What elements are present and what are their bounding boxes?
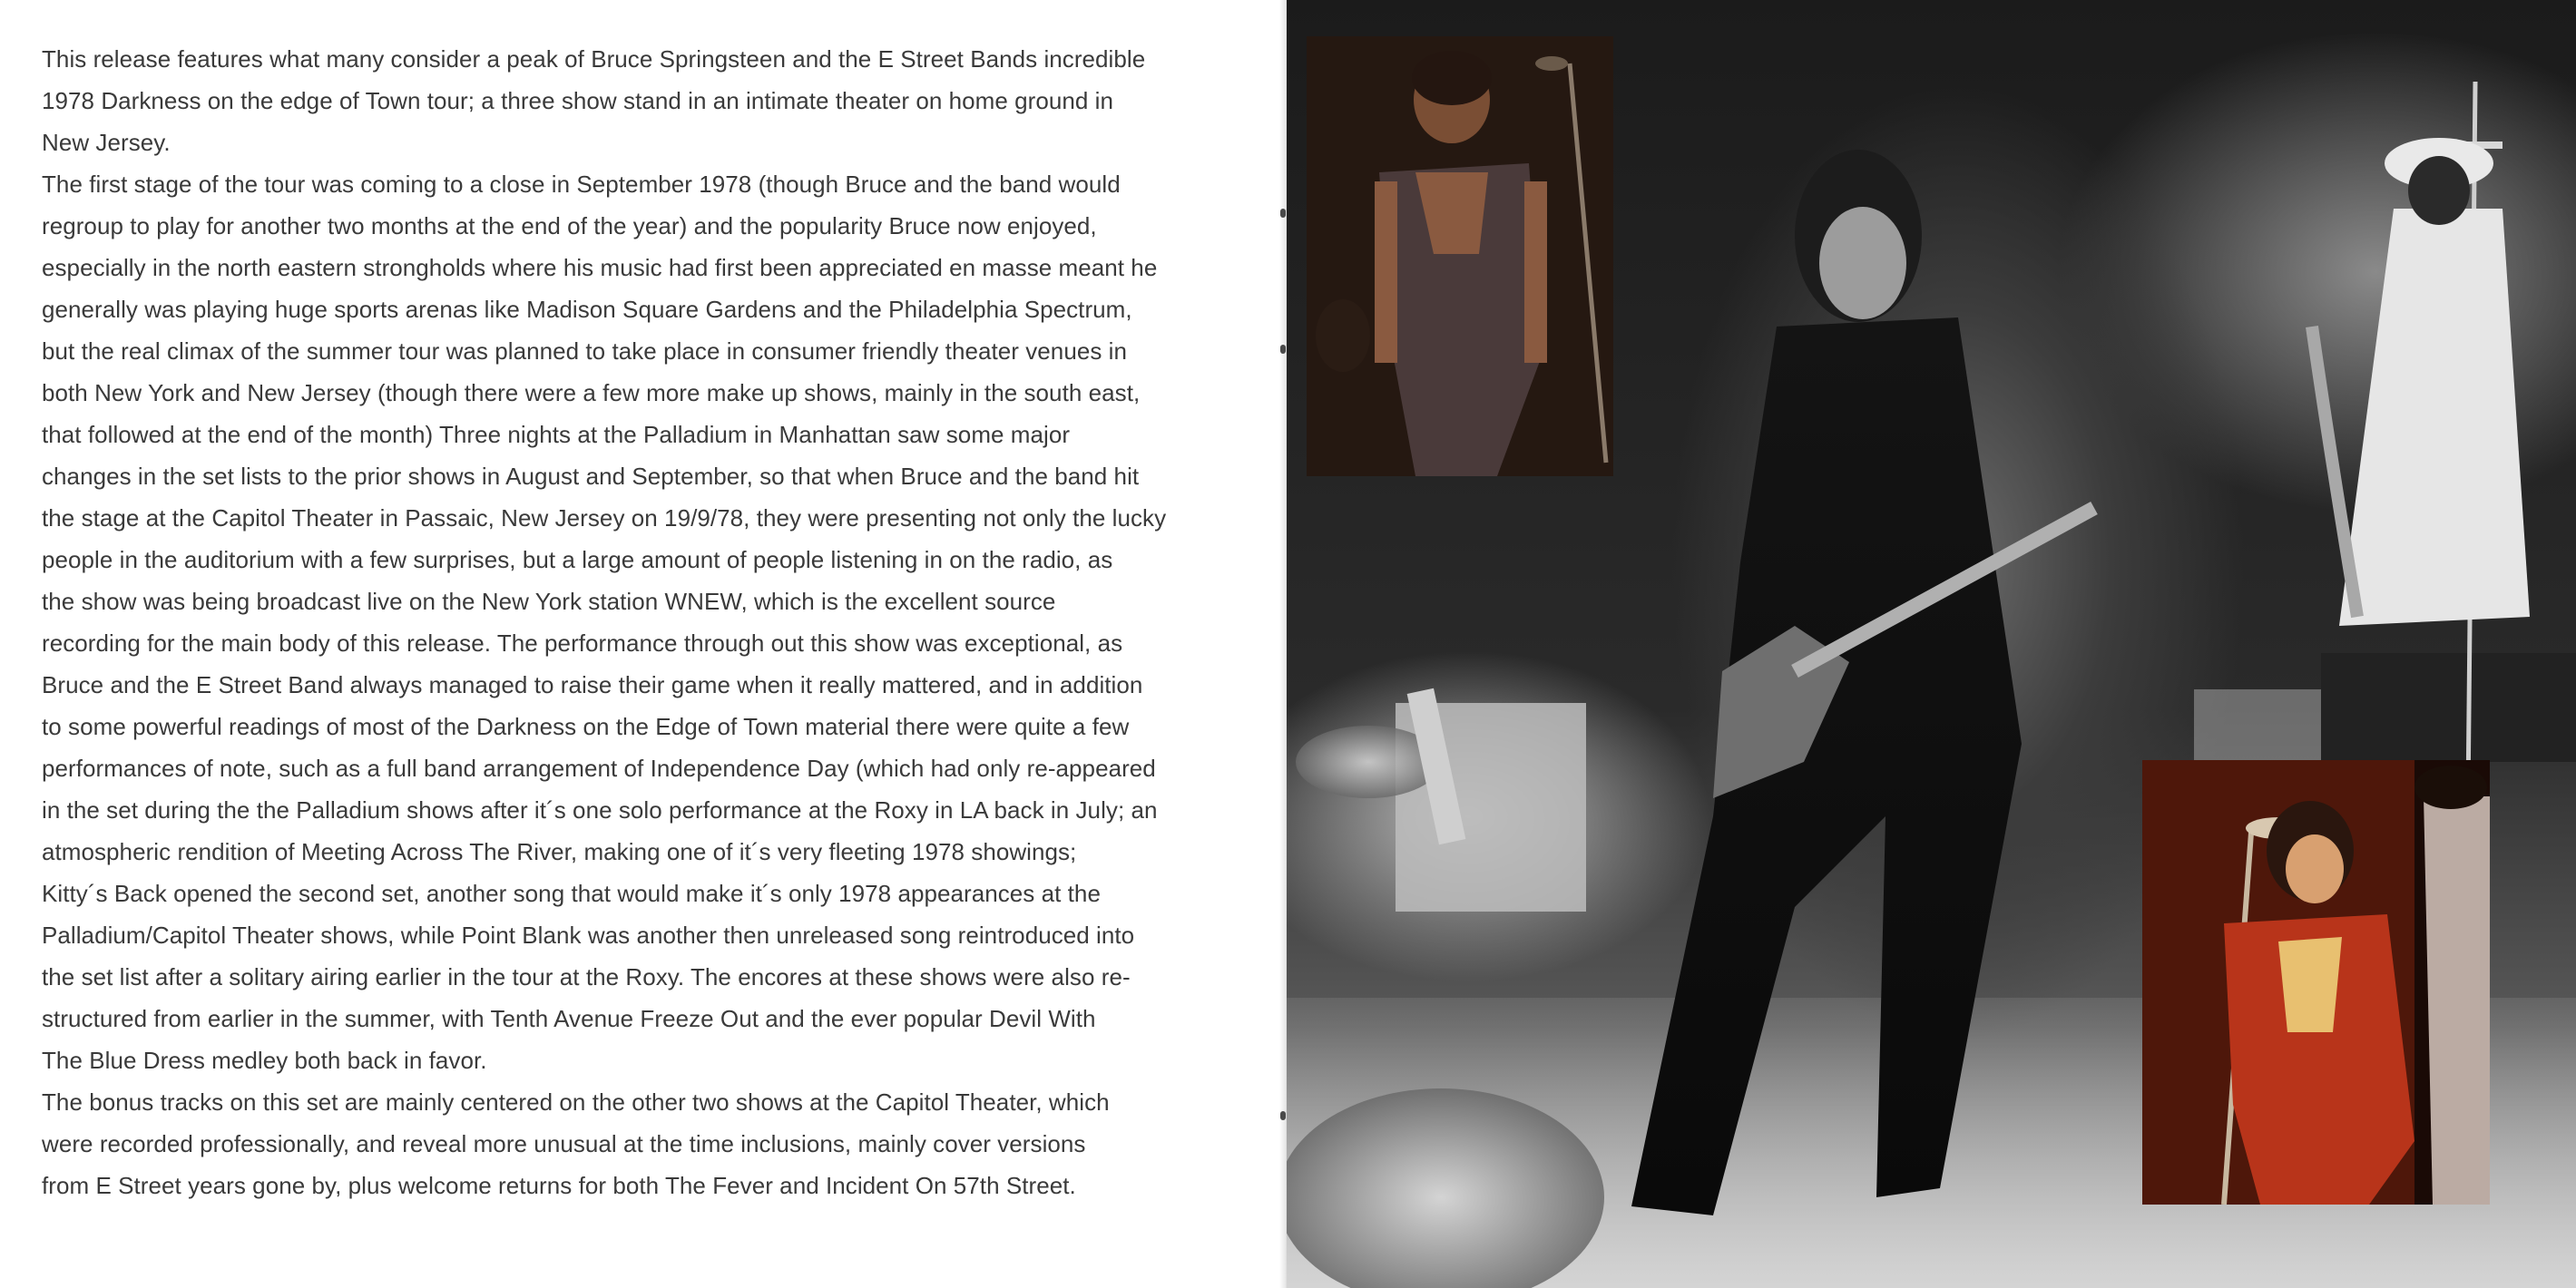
text-line: to some powerful readings of most of the Darkness on the Edge of Town material there were quite a few — [42, 713, 1130, 740]
text-line: were recorded professionally, and reveal more unusual at the time inclusions, mainly cover versions — [42, 1130, 1086, 1157]
text-line: New Jersey. — [42, 129, 171, 156]
text-line: 1978 Darkness on the edge of Town tour; a three show stand in an intimate theater on home ground in — [42, 87, 1114, 114]
text-line: atmospheric rendition of Meeting Across The River, making one of it´s very fleeting 1978 showings; — [42, 838, 1077, 865]
liner-notes-text — [42, 38, 1250, 1206]
text-line: people in the auditorium with a few surprises, but a large amount of people listening in on the radio, as — [42, 546, 1113, 573]
text-line: Palladium/Capitol Theater shows, while Point Blank was another then unreleased song reintroduced into — [42, 922, 1135, 949]
liner-notes-page — [0, 0, 1287, 1288]
inset-photo-bottom — [2142, 760, 2490, 1205]
text-line: Bruce and the E Street Band always managed to raise their game when it really mattered, and in addition — [42, 671, 1143, 698]
text-line: the show was being broadcast live on the New York station WNEW, which is the excellent source — [42, 588, 1056, 615]
liner-notes-paragraph — [42, 163, 1250, 1081]
staple-mark — [1280, 1111, 1286, 1120]
text-line: that followed at the end of the month) Three nights at the Palladium in Manhattan saw some major — [42, 421, 1071, 448]
inset-photo-top — [1307, 36, 1613, 476]
text-line: both New York and New Jersey (though there were a few more make up shows, mainly in the south east, — [42, 379, 1141, 406]
text-line: generally was playing huge sports arenas like Madison Square Gardens and the Philadelphia Spectrum, — [42, 296, 1132, 323]
text-line: The bonus tracks on this set are mainly centered on the other two shows at the Capitol Theater, which — [42, 1088, 1110, 1116]
text-line: but the real climax of the summer tour was planned to take place in consumer friendly theater venues in — [42, 337, 1127, 365]
text-line: especially in the north eastern strongholds where his music had first been appreciated en masse meant he — [42, 254, 1158, 281]
text-line: recording for the main body of this release. The performance through out this show was exceptional, as — [42, 629, 1123, 657]
text-line: The first stage of the tour was coming to a close in September 1978 (though Bruce and the band would — [42, 171, 1121, 198]
text-line: performances of note, such as a full band arrangement of Independence Day (which had only re-appeared — [42, 755, 1156, 782]
text-line: in the set during the the Palladium shows after it´s one solo performance at the Roxy in LA back in July; an — [42, 796, 1158, 824]
text-line: regroup to play for another two months at the end of the year) and the popularity Bruce now enjoyed, — [42, 212, 1097, 239]
text-line: from E Street years gone by, plus welcome returns for both The Fever and Incident On 57th Street. — [42, 1172, 1076, 1199]
photo-collage-page — [1287, 0, 2576, 1288]
text-line: Kitty´s Back opened the second set, another song that would make it´s only 1978 appearances at the — [42, 880, 1101, 907]
liner-notes-paragraph — [42, 1081, 1250, 1206]
text-line: changes in the set lists to the prior shows in August and September, so that when Bruce and the band hit — [42, 463, 1140, 490]
staple-mark — [1280, 209, 1286, 218]
liner-notes-paragraph — [42, 38, 1250, 163]
text-line: The Blue Dress medley both back in favor. — [42, 1047, 487, 1074]
text-line: the stage at the Capitol Theater in Passaic, New Jersey on 19/9/78, they were presenting not only the lucky — [42, 504, 1167, 532]
text-line: the set list after a solitary airing earlier in the tour at the Roxy. The encores at these shows were also re- — [42, 963, 1131, 990]
text-line: This release features what many consider a peak of Bruce Springsteen and the E Street Bands incredible — [42, 45, 1146, 73]
staple-mark — [1280, 345, 1286, 354]
text-line: structured from earlier in the summer, with Tenth Avenue Freeze Out and the ever popular Devil With — [42, 1005, 1096, 1032]
